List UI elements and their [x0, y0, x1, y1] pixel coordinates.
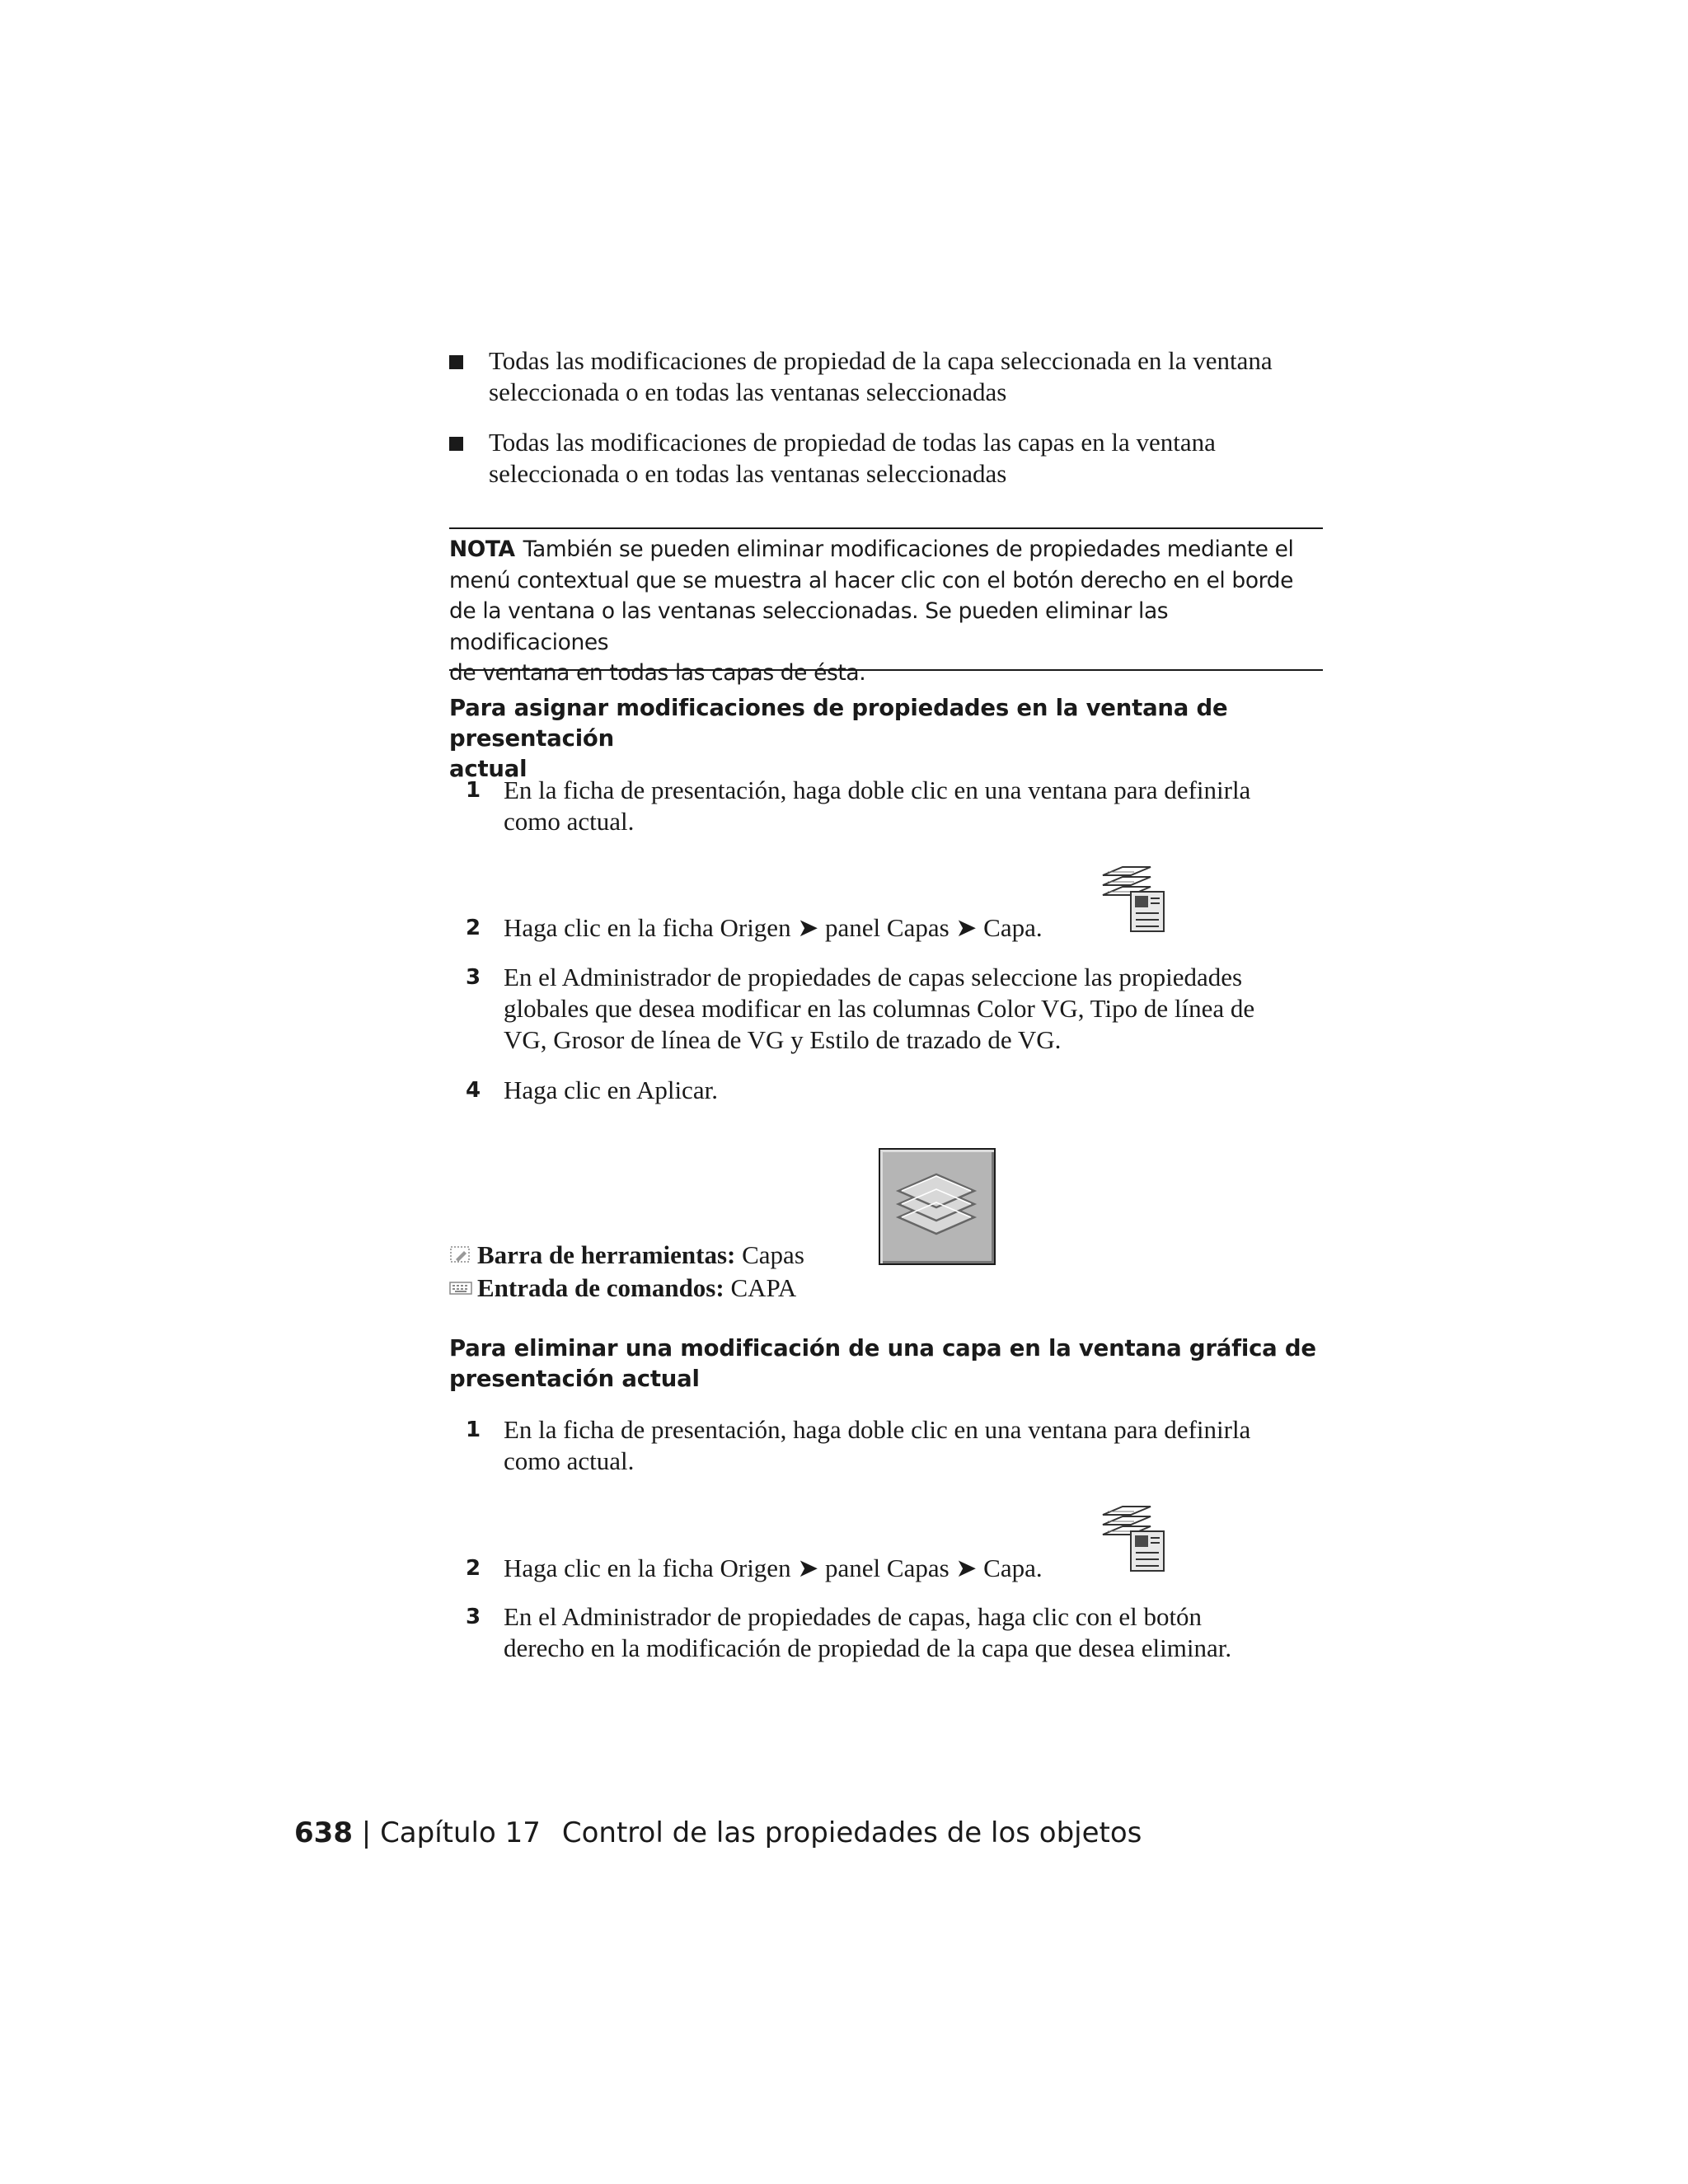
note-text-line: de la ventana o las ventanas seleccionadas. Se pueden eliminar las modificaciones — [449, 598, 1169, 655]
step-number: 3 — [466, 965, 481, 990]
procedure-heading: Para asignar modificaciones de propiedades en la ventana de presentación actual — [449, 695, 1228, 782]
square-bullet-icon — [449, 437, 463, 451]
step-text-line: En el Administrador de propiedades de capas seleccione las propiedades — [504, 963, 1243, 991]
note-text-line: menú contextual que se muestra al hacer clic con el botón derecho en el borde — [449, 567, 1294, 593]
bullet-text-line: seleccionada o en todas las ventanas seleccionadas — [489, 459, 1007, 488]
step-text-line: como actual. — [504, 1446, 635, 1475]
step-text-line: En la ficha de presentación, haga doble clic en una ventana para definirla — [504, 776, 1251, 804]
bullet-text-line: Todas las modificaciones de propiedad de todas las capas en la ventana — [489, 428, 1216, 457]
note-box — [449, 527, 1323, 686]
step-number: 3 — [466, 1605, 481, 1629]
step-text-line: Haga clic en Aplicar. — [504, 1076, 718, 1104]
step-text-line: Haga clic en la ficha Origen ➤ panel Capas ➤ Capa. — [504, 913, 1043, 942]
step-text-line: En el Administrador de propiedades de capas, haga clic con el botón — [504, 1602, 1203, 1631]
toolbar-access-line — [449, 1240, 804, 1271]
layers-toolbar-button[interactable] — [879, 1148, 996, 1265]
layer-properties-manager-icon[interactable] — [1098, 1498, 1170, 1574]
note-text-line: de ventana en todas las capas de ésta. — [449, 660, 866, 686]
layers-toolbar-button-icon — [880, 1150, 994, 1263]
footer-separator: | — [352, 1816, 381, 1849]
step-number: 1 — [466, 1418, 481, 1442]
step-text-line: como actual. — [504, 807, 635, 836]
toolbar-access-label: Barra de herramientas: — [477, 1240, 736, 1269]
step-number: 2 — [466, 1556, 481, 1581]
chapter-label: Capítulo 17 — [380, 1816, 541, 1849]
page-number: 638 — [294, 1816, 353, 1849]
command-access-label: Entrada de comandos: — [477, 1273, 724, 1302]
procedure-heading: Para eliminar una modificación de una capa en la ventana gráfica de presentación actual — [449, 1335, 1316, 1392]
step-text-line: derecho en la modificación de propiedad de la capa que desea eliminar. — [504, 1633, 1232, 1662]
page-footer — [294, 1815, 1142, 1851]
toolbar-icon — [449, 1244, 472, 1266]
square-bullet-icon — [449, 355, 463, 369]
step-number: 1 — [466, 778, 481, 803]
bullet-text-line: Todas las modificaciones de propiedad de la capa seleccionada en la ventana — [489, 346, 1273, 375]
layer-properties-manager-icon[interactable] — [1098, 859, 1170, 935]
command-access-value: CAPA — [724, 1273, 797, 1302]
bullet-text-line: seleccionada o en todas las ventanas seleccionadas — [489, 377, 1007, 406]
toolbar-access-value: Capas — [735, 1240, 804, 1269]
step-number: 4 — [466, 1078, 481, 1103]
keyboard-icon — [449, 1277, 472, 1299]
command-access-line — [449, 1272, 796, 1304]
chapter-title: Control de las propiedades de los objetos — [561, 1816, 1142, 1849]
note-text-line: También se pueden eliminar modificaciones de propiedades mediante el — [523, 537, 1294, 562]
step-text-line: En la ficha de presentación, haga doble clic en una ventana para definirla — [504, 1415, 1251, 1444]
step-text-line: globales que desea modificar en las columnas Color VG, Tipo de línea de — [504, 994, 1255, 1023]
step-number: 2 — [466, 916, 481, 940]
note-label: NOTA — [449, 537, 515, 562]
step-text-line: Haga clic en la ficha Origen ➤ panel Capas ➤ Capa. — [504, 1554, 1043, 1582]
step-text-line: VG, Grosor de línea de VG y Estilo de trazado de VG. — [504, 1025, 1062, 1054]
